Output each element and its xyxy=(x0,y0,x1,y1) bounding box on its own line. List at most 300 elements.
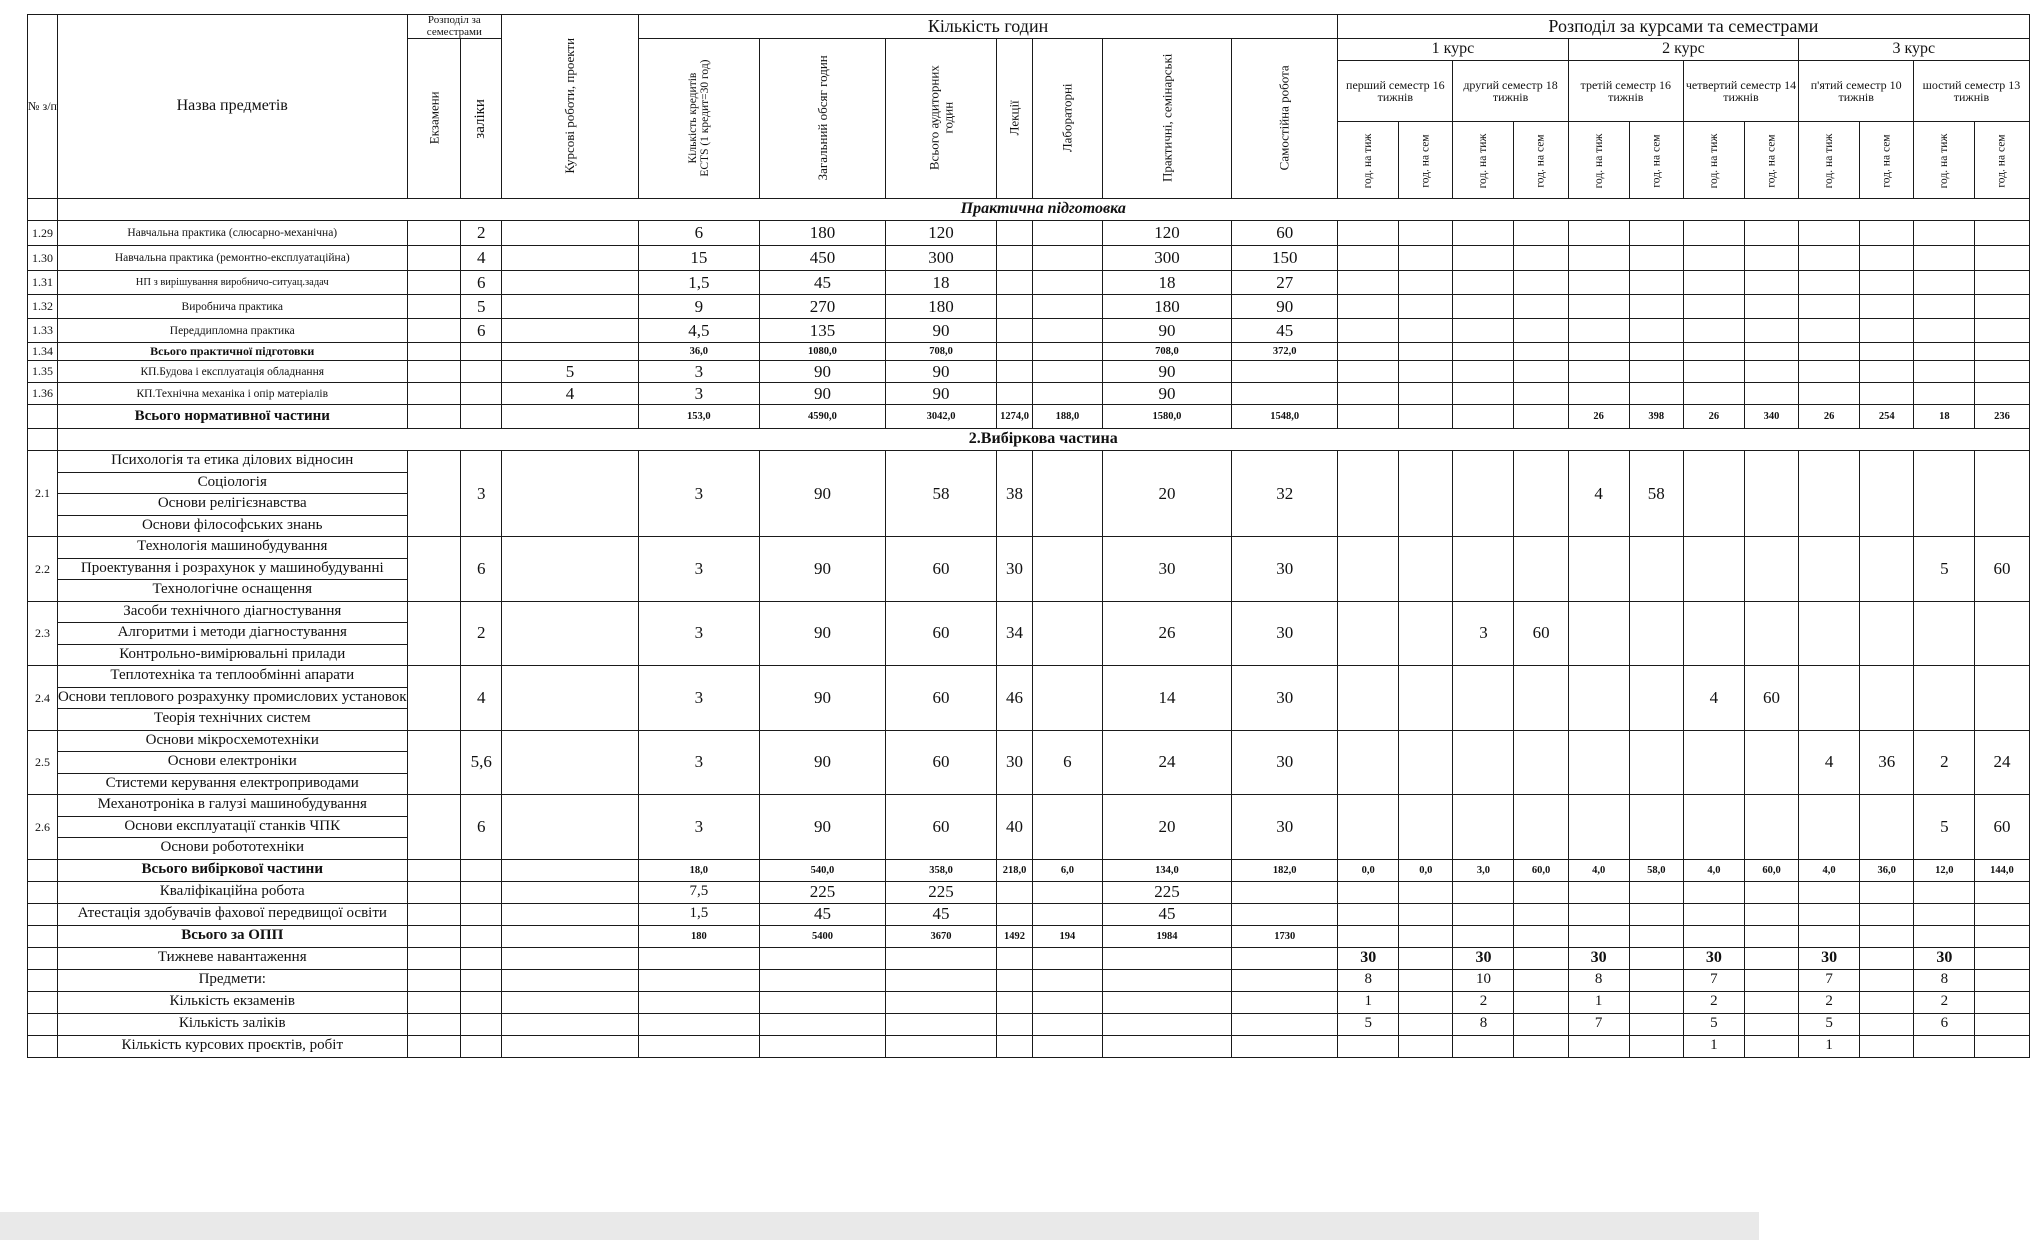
table-cell: 6 xyxy=(461,271,502,295)
table-cell xyxy=(1683,319,1744,343)
elective-value-cell xyxy=(1975,451,2029,537)
table-cell xyxy=(502,859,639,881)
table-cell: 1080,0 xyxy=(759,343,885,361)
table-cell xyxy=(1033,991,1103,1013)
table-cell: 36,0 xyxy=(638,343,759,361)
table-cell: НП з вирішування виробничо-ситуац.задач xyxy=(57,271,407,295)
table-cell xyxy=(1629,969,1683,991)
table-cell: 3,0 xyxy=(1453,859,1514,881)
table-cell xyxy=(1975,1035,2029,1057)
table-cell xyxy=(1514,991,1568,1013)
table-cell xyxy=(407,271,461,295)
elective-value-cell xyxy=(1683,537,1744,602)
elective-coursework-cell xyxy=(502,601,639,666)
table-cell: 1730 xyxy=(1232,925,1338,947)
table-cell xyxy=(1860,271,1914,295)
table-cell: КП.Будова і експлуатація обладнання xyxy=(57,361,407,383)
elective-value-cell xyxy=(1860,451,1914,537)
table-cell xyxy=(1338,1035,1399,1057)
header-courses-group: Розподіл за курсами та семестрами xyxy=(1338,15,2029,39)
table-cell xyxy=(1399,271,1453,295)
table-row xyxy=(28,361,2030,383)
table-cell: Переддипломна практика xyxy=(57,319,407,343)
header-sem-6: шостий семестр 13 тижнів xyxy=(1914,61,2029,122)
table-cell xyxy=(997,969,1033,991)
scan-bottom-edge xyxy=(0,1212,1759,1240)
table-cell xyxy=(1514,969,1568,991)
table-cell: 1 xyxy=(1568,991,1629,1013)
table-cell: 1.31 xyxy=(28,271,58,295)
elective-value-cell xyxy=(1514,730,1568,795)
table-cell: 194 xyxy=(1033,925,1103,947)
table-cell xyxy=(1744,903,1798,925)
elective-subject-name: Психологія та етика ділових відносин xyxy=(57,451,407,473)
table-cell xyxy=(502,405,639,429)
table-cell xyxy=(1975,1013,2029,1035)
table-cell xyxy=(1568,925,1629,947)
elective-value-cell: 14 xyxy=(1102,666,1231,731)
table-cell: Кількість екзаменів xyxy=(57,991,407,1013)
elective-value-cell xyxy=(1799,451,1860,537)
total-row-elective xyxy=(28,859,2030,881)
elective-value-cell: 60 xyxy=(1975,537,2029,602)
elective-exams-cell xyxy=(407,730,461,795)
table-cell xyxy=(1683,343,1744,361)
elective-value-cell xyxy=(1399,666,1453,731)
table-cell xyxy=(1914,246,1975,271)
table-cell: 4,5 xyxy=(638,319,759,343)
table-cell: 1,5 xyxy=(638,271,759,295)
table-cell xyxy=(1799,361,1860,383)
table-cell: 7,5 xyxy=(638,881,759,903)
elective-subject-name: Механотроніка в галузі машинобудування xyxy=(57,795,407,817)
table-cell xyxy=(407,969,461,991)
table-cell xyxy=(1033,383,1103,405)
table-cell xyxy=(1744,925,1798,947)
table-cell xyxy=(1568,221,1629,246)
elective-value-cell: 30 xyxy=(1232,795,1338,860)
section-row xyxy=(28,199,2030,221)
elective-value-cell: 38 xyxy=(997,451,1033,537)
table-cell xyxy=(28,1013,58,1035)
table-cell xyxy=(461,405,502,429)
table-cell xyxy=(1514,925,1568,947)
table-cell xyxy=(28,199,58,221)
table-cell: 135 xyxy=(759,319,885,343)
table-cell: 2 xyxy=(1683,991,1744,1013)
elective-value-cell: 3 xyxy=(1453,601,1514,666)
table-cell: 6,0 xyxy=(1033,859,1103,881)
table-cell xyxy=(1514,246,1568,271)
table-cell xyxy=(1514,383,1568,405)
elective-credits-cell: 6 xyxy=(461,537,502,602)
table-cell xyxy=(886,991,997,1013)
coursework-count-row xyxy=(28,1035,2030,1057)
elective-value-cell: 32 xyxy=(1232,451,1338,537)
table-cell xyxy=(1399,319,1453,343)
table-cell: Кількість заліків xyxy=(57,1013,407,1035)
table-cell xyxy=(1033,881,1103,903)
elective-exams-cell xyxy=(407,537,461,602)
table-cell xyxy=(1514,221,1568,246)
table-cell xyxy=(1338,903,1399,925)
table-cell xyxy=(1514,881,1568,903)
elective-subject-name: Алгоритми і методи діагностування xyxy=(57,623,407,645)
table-cell xyxy=(1232,969,1338,991)
table-cell xyxy=(1232,1035,1338,1057)
table-cell xyxy=(997,361,1033,383)
header-week-hours: год. на тиж xyxy=(1799,122,1860,199)
header-course-2: 2 курс xyxy=(1568,39,1798,61)
table-cell: 5 xyxy=(502,361,639,383)
elective-value-cell: 30 xyxy=(1232,537,1338,602)
elective-value-cell: 30 xyxy=(997,537,1033,602)
section-title-elective: 2.Вибіркова частина xyxy=(57,429,2029,451)
table-cell: 12,0 xyxy=(1914,859,1975,881)
table-cell: 9 xyxy=(638,295,759,319)
elective-subject-name: Основи робототехніки xyxy=(57,838,407,860)
table-cell: 30 xyxy=(1683,947,1744,969)
elective-value-cell xyxy=(1338,451,1399,537)
table-cell xyxy=(1744,319,1798,343)
table-cell: 1.36 xyxy=(28,383,58,405)
table-cell xyxy=(1914,383,1975,405)
table-cell: 18 xyxy=(1914,405,1975,429)
header-selfwork: Самостійна робота xyxy=(1232,39,1338,199)
table-cell xyxy=(1860,925,1914,947)
elective-body xyxy=(28,451,2030,860)
header-sem-5: п'ятий семестр 10 тижнів xyxy=(1799,61,1914,122)
elective-subject-name: Основи мікросхемотехніки xyxy=(57,730,407,752)
table-cell xyxy=(407,246,461,271)
table-cell xyxy=(997,271,1033,295)
table-cell xyxy=(1338,881,1399,903)
table-cell xyxy=(1232,903,1338,925)
table-cell: 254 xyxy=(1860,405,1914,429)
elective-value-cell: 3 xyxy=(638,451,759,537)
elective-credits-cell: 2 xyxy=(461,601,502,666)
header-week-hours: год. на тиж xyxy=(1453,122,1514,199)
table-cell xyxy=(1568,1035,1629,1057)
table-cell xyxy=(1399,969,1453,991)
table-cell xyxy=(1033,221,1103,246)
table-cell xyxy=(1799,881,1860,903)
elective-value-cell xyxy=(1683,795,1744,860)
table-cell xyxy=(28,969,58,991)
elective-value-cell xyxy=(1629,795,1683,860)
table-cell xyxy=(1914,295,1975,319)
table-cell xyxy=(1568,271,1629,295)
table-cell xyxy=(1338,383,1399,405)
header-week-hours: год. на тиж xyxy=(1338,122,1399,199)
table-cell: 90 xyxy=(759,361,885,383)
table-cell: 90 xyxy=(886,361,997,383)
table-cell: 134,0 xyxy=(1102,859,1231,881)
table-cell xyxy=(1683,271,1744,295)
table-cell: 120 xyxy=(1102,221,1231,246)
table-cell xyxy=(1033,271,1103,295)
table-cell xyxy=(502,343,639,361)
table-cell xyxy=(461,881,502,903)
table-cell xyxy=(1514,271,1568,295)
elective-subject-row xyxy=(28,666,2030,688)
elective-value-cell: 30 xyxy=(1232,730,1338,795)
table-cell xyxy=(1914,881,1975,903)
elective-value-cell xyxy=(1629,730,1683,795)
elective-subject-name: Технологія машинобудування xyxy=(57,537,407,559)
table-cell xyxy=(1914,221,1975,246)
table-cell: 1.34 xyxy=(28,343,58,361)
table-cell: 180 xyxy=(886,295,997,319)
table-cell: 450 xyxy=(759,246,885,271)
table-cell xyxy=(1514,903,1568,925)
header-sem-hours: год. на сем xyxy=(1975,122,2029,199)
elective-value-cell: 60 xyxy=(1514,601,1568,666)
elective-value-cell xyxy=(1033,601,1103,666)
header-distribution: Розподіл за семестрами xyxy=(407,15,502,39)
elective-group-num: 2.1 xyxy=(28,451,58,537)
table-cell: 6 xyxy=(638,221,759,246)
table-cell: Навчальна практика (слюсарно-механічна) xyxy=(57,221,407,246)
elective-value-cell xyxy=(1568,730,1629,795)
table-cell xyxy=(1033,1013,1103,1035)
elective-value-cell: 58 xyxy=(1629,451,1683,537)
table-cell: 15 xyxy=(638,246,759,271)
table-cell: 1.32 xyxy=(28,295,58,319)
table-cell xyxy=(1914,925,1975,947)
table-cell xyxy=(1744,947,1798,969)
table-cell xyxy=(1338,361,1399,383)
table-cell xyxy=(28,429,58,451)
elective-value-cell: 90 xyxy=(759,795,885,860)
table-cell: 60,0 xyxy=(1744,859,1798,881)
elective-value-cell: 2 xyxy=(1914,730,1975,795)
header-ects: Кількість кредитів ECTS (1 кредит=30 год) xyxy=(638,39,759,199)
table-cell: 2 xyxy=(1914,991,1975,1013)
elective-value-cell xyxy=(1338,601,1399,666)
table-cell xyxy=(1453,361,1514,383)
table-cell xyxy=(1975,319,2029,343)
table-cell: 90 xyxy=(886,383,997,405)
table-cell: 182,0 xyxy=(1232,859,1338,881)
table-cell xyxy=(997,903,1033,925)
table-cell: 90 xyxy=(1102,361,1231,383)
table-cell: 7 xyxy=(1799,969,1860,991)
elective-value-cell: 30 xyxy=(1102,537,1231,602)
table-cell xyxy=(1629,383,1683,405)
table-cell xyxy=(28,947,58,969)
elective-value-cell: 90 xyxy=(759,601,885,666)
table-cell: 1.30 xyxy=(28,246,58,271)
table-cell xyxy=(1232,881,1338,903)
table-cell xyxy=(1568,343,1629,361)
table-cell xyxy=(1399,881,1453,903)
table-cell: 30 xyxy=(1914,947,1975,969)
elective-value-cell: 30 xyxy=(1232,666,1338,731)
table-cell: 2 xyxy=(1453,991,1514,1013)
elective-coursework-cell xyxy=(502,451,639,537)
table-cell xyxy=(1338,271,1399,295)
table-cell xyxy=(638,1013,759,1035)
elective-subject-name: Стистеми керування електроприводами xyxy=(57,773,407,795)
elective-value-cell xyxy=(1514,537,1568,602)
header-credits: заліки xyxy=(461,39,502,199)
table-cell xyxy=(1629,295,1683,319)
table-cell xyxy=(1975,361,2029,383)
table-cell xyxy=(1453,405,1514,429)
elective-subject-name: Основи експлуатації станків ЧПК xyxy=(57,816,407,838)
table-cell xyxy=(1514,319,1568,343)
elective-coursework-cell xyxy=(502,795,639,860)
elective-subject-name: Проектування і розрахунок у машинобудуванні xyxy=(57,558,407,580)
table-cell xyxy=(1975,295,2029,319)
table-cell xyxy=(1629,881,1683,903)
table-cell: Виробнича практика xyxy=(57,295,407,319)
table-cell xyxy=(997,947,1033,969)
table-cell xyxy=(886,1013,997,1035)
table-cell xyxy=(1033,903,1103,925)
elective-value-cell: 3 xyxy=(638,537,759,602)
elective-value-cell xyxy=(1799,795,1860,860)
table-cell xyxy=(1399,1013,1453,1035)
table-row xyxy=(28,246,2030,271)
header-sem-hours: год. на сем xyxy=(1860,122,1914,199)
table-cell xyxy=(1338,246,1399,271)
table-cell xyxy=(759,969,885,991)
elective-subject-name: Основи релігієзнавства xyxy=(57,494,407,516)
elective-value-cell: 60 xyxy=(1744,666,1798,731)
table-cell: 5 xyxy=(1338,1013,1399,1035)
table-cell: 236 xyxy=(1975,405,2029,429)
table-cell: 3 xyxy=(638,383,759,405)
table-cell xyxy=(997,246,1033,271)
table-cell xyxy=(502,246,639,271)
table-cell xyxy=(407,221,461,246)
table-cell xyxy=(1744,295,1798,319)
table-cell xyxy=(1399,383,1453,405)
table-cell xyxy=(461,1013,502,1035)
table-cell: 27 xyxy=(1232,271,1338,295)
table-cell: 188,0 xyxy=(1033,405,1103,429)
elective-group-num: 2.3 xyxy=(28,601,58,666)
table-cell: 225 xyxy=(1102,881,1231,903)
table-cell xyxy=(502,319,639,343)
elective-value-cell: 4 xyxy=(1799,730,1860,795)
table-cell xyxy=(1629,991,1683,1013)
table-cell xyxy=(1975,925,2029,947)
elective-value-cell: 3 xyxy=(638,730,759,795)
header-sem-1: перший семестр 16 тижнів xyxy=(1338,61,1453,122)
table-cell xyxy=(407,991,461,1013)
table-cell xyxy=(502,969,639,991)
table-cell: 5400 xyxy=(759,925,885,947)
table-cell xyxy=(1860,221,1914,246)
table-cell xyxy=(1914,319,1975,343)
table-cell xyxy=(1860,969,1914,991)
table-row-attestation xyxy=(28,903,2030,925)
table-cell xyxy=(638,991,759,1013)
table-cell xyxy=(1399,1035,1453,1057)
table-cell xyxy=(997,295,1033,319)
table-cell: 6 xyxy=(461,319,502,343)
table-cell xyxy=(1860,383,1914,405)
table-cell xyxy=(1514,295,1568,319)
table-cell xyxy=(1799,343,1860,361)
table-cell: 18 xyxy=(886,271,997,295)
header-sem-2: другий семестр 18 тижнів xyxy=(1453,61,1568,122)
table-cell xyxy=(407,859,461,881)
table-cell xyxy=(1033,295,1103,319)
table-cell xyxy=(1102,1035,1231,1057)
table-cell: 4590,0 xyxy=(759,405,885,429)
curriculum-table xyxy=(27,14,2030,1058)
table-cell xyxy=(1914,361,1975,383)
table-cell: 144,0 xyxy=(1975,859,2029,881)
elective-value-cell xyxy=(1799,537,1860,602)
header-lectures: Лекції xyxy=(997,39,1033,199)
table-cell: Тижневе навантаження xyxy=(57,947,407,969)
table-cell: 1274,0 xyxy=(997,405,1033,429)
elective-coursework-cell xyxy=(502,666,639,731)
table-cell xyxy=(461,991,502,1013)
table-cell: 30 xyxy=(1338,947,1399,969)
table-row-qualification xyxy=(28,881,2030,903)
table-cell xyxy=(1683,903,1744,925)
elective-value-cell xyxy=(1399,795,1453,860)
table-cell xyxy=(638,1035,759,1057)
table-cell xyxy=(1914,1035,1975,1057)
elective-value-cell: 90 xyxy=(759,666,885,731)
elective-value-cell xyxy=(1399,730,1453,795)
table-cell xyxy=(997,1035,1033,1057)
table-cell: 4,0 xyxy=(1683,859,1744,881)
elective-subject-row xyxy=(28,537,2030,559)
elective-value-cell xyxy=(1744,601,1798,666)
table-cell: 180 xyxy=(638,925,759,947)
table-cell xyxy=(1568,319,1629,343)
table-cell xyxy=(407,361,461,383)
elective-value-cell: 36 xyxy=(1860,730,1914,795)
table-cell: Всього вибіркової частини xyxy=(57,859,407,881)
table-cell xyxy=(1232,991,1338,1013)
table-cell xyxy=(1975,991,2029,1013)
elective-subject-name: Контрольно-вимірювальні прилади xyxy=(57,644,407,666)
table-cell xyxy=(407,925,461,947)
table-cell xyxy=(407,903,461,925)
table-cell xyxy=(997,991,1033,1013)
table-cell xyxy=(1629,925,1683,947)
elective-coursework-cell xyxy=(502,537,639,602)
table-cell xyxy=(1975,383,2029,405)
elective-value-cell xyxy=(1744,537,1798,602)
table-cell: 225 xyxy=(759,881,885,903)
table-cell xyxy=(502,295,639,319)
elective-value-cell: 26 xyxy=(1102,601,1231,666)
elective-value-cell xyxy=(1338,666,1399,731)
header-sem-hours: год. на сем xyxy=(1399,122,1453,199)
table-cell xyxy=(1975,343,2029,361)
table-cell: 18,0 xyxy=(638,859,759,881)
table-cell xyxy=(1033,361,1103,383)
table-cell xyxy=(1975,246,2029,271)
table-cell xyxy=(1453,881,1514,903)
table-cell xyxy=(1629,947,1683,969)
elective-credits-cell: 3 xyxy=(461,451,502,537)
elective-value-cell xyxy=(1629,666,1683,731)
table-cell xyxy=(1860,947,1914,969)
table-cell xyxy=(28,881,58,903)
table-cell: 372,0 xyxy=(1232,343,1338,361)
